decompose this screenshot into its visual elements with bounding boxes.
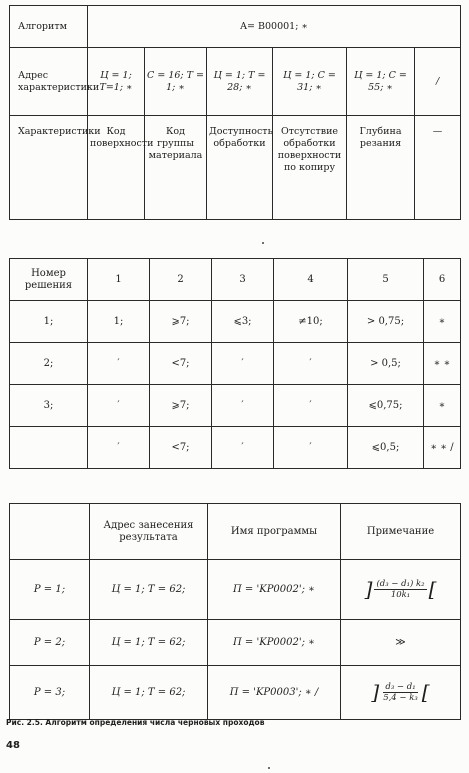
characteristic-cell: Глубина резания (347, 116, 415, 220)
table-row (10, 427, 461, 469)
header-cell: 1 (88, 259, 150, 301)
result-table (9, 503, 461, 720)
formula-denominator: 5,4 − k₃ (383, 692, 418, 703)
note-cell (341, 666, 461, 720)
formula: ] $\frac{\text{(d₃ − d₁) k₂}}{\text{10k₁}}$ [ (364, 577, 437, 602)
header-cell: Адрес занесения результата (90, 504, 208, 560)
algorithm-label: Алгоритм (10, 6, 88, 48)
p-cell: P = 2; (10, 620, 90, 666)
p-cell: P = 1; (10, 560, 90, 620)
table-row (10, 666, 461, 720)
program-cell: П = 'KP0003'; ∗ / (208, 666, 341, 720)
cell: ⩾7; (150, 301, 212, 343)
page-number: 48 (6, 740, 20, 751)
characteristic-cell: Код группы материала (145, 116, 207, 220)
cell: ′ (88, 385, 150, 427)
cell: ′ (212, 427, 274, 469)
address-label: Адрес характеристики (10, 48, 88, 116)
cell: ′ (88, 343, 150, 385)
header-cell (10, 504, 90, 560)
cell: <7; (150, 343, 212, 385)
cell (10, 427, 88, 469)
figure-caption: Рис. 2.5. Алгоритм определения числа черновых проходов (6, 718, 265, 727)
header-cell: Номер решения (10, 259, 88, 301)
algorithm-value: A= B00001; ∗ (88, 6, 461, 48)
cell: <7; (150, 427, 212, 469)
algorithm-table (9, 5, 461, 220)
characteristic-cell: Отсутствие обработки поверхности по копиру (273, 116, 347, 220)
table-row (10, 620, 461, 666)
cell: ⩽0,75; (348, 385, 424, 427)
cell: ′ (274, 385, 348, 427)
note-cell (341, 560, 461, 620)
characteristic-cell: Код поверхности (88, 116, 145, 220)
table-row (10, 560, 461, 620)
header-cell: Имя программы (208, 504, 341, 560)
cell: ∗ (424, 385, 461, 427)
header-cell: Примечание (341, 504, 461, 560)
address-cell: / (415, 48, 461, 116)
cell: 1; (10, 301, 88, 343)
address-cell: C = 16; T = 1; ∗ (145, 48, 207, 116)
header-cell: 4 (274, 259, 348, 301)
cell: ≠10; (274, 301, 348, 343)
cell: ∗ ∗ / (424, 427, 461, 469)
cell: ′ (274, 427, 348, 469)
cell: ′ (212, 343, 274, 385)
formula-denominator: 10k₁ (390, 589, 411, 600)
characteristic-cell: Доступность обработки (207, 116, 273, 220)
cell: ⩽0,5; (348, 427, 424, 469)
cell: 1; (88, 301, 150, 343)
cell: ⩽3; (212, 301, 274, 343)
address-cell: Ц = 1; T = 62; (90, 560, 208, 620)
cell: ′ (274, 343, 348, 385)
address-cell: Ц = 1; T = 28; ∗ (207, 48, 273, 116)
cell: 2; (10, 343, 88, 385)
program-cell: П = 'KP0002'; ∗ (208, 560, 341, 620)
p-cell: P = 3; (10, 666, 90, 720)
address-cell: Ц = 1; T = 62; (90, 620, 208, 666)
characteristic-cell: — (415, 116, 461, 220)
table-row (10, 301, 461, 343)
address-cell: Ц = 1; C = 55; ∗ (347, 48, 415, 116)
address-cell: Ц = 1; C = 31; ∗ (273, 48, 347, 116)
table-row (10, 385, 461, 427)
table-row (10, 343, 461, 385)
decision-table (9, 258, 461, 469)
header-cell: 2 (150, 259, 212, 301)
cell: ⩾7; (150, 385, 212, 427)
formula-numerator: (d₃ − d₁) k₂ (376, 578, 425, 589)
cell: > 0,5; (348, 343, 424, 385)
cell: ′ (88, 427, 150, 469)
header-cell: 3 (212, 259, 274, 301)
address-cell: Ц = 1; T = 62; (90, 666, 208, 720)
speck (262, 242, 264, 244)
formula: ] $\frac{\text{d₃ − d₁}}{\text{5,4 − k₃}}$ [ (371, 680, 430, 705)
note-cell: ≫ (341, 620, 461, 666)
address-cell: Ц = 1; T=1; ∗ (88, 48, 145, 116)
speck (268, 767, 270, 769)
cell: 3; (10, 385, 88, 427)
cell: ∗ (424, 301, 461, 343)
header-cell: 6 (424, 259, 461, 301)
formula-numerator: d₃ − d₁ (385, 681, 416, 692)
header-cell: 5 (348, 259, 424, 301)
program-cell: П = 'KP0002'; ∗ (208, 620, 341, 666)
cell: ′ (212, 385, 274, 427)
characteristics-label: Характеристики (10, 116, 88, 220)
cell: > 0,75; (348, 301, 424, 343)
cell: ∗ ∗ (424, 343, 461, 385)
